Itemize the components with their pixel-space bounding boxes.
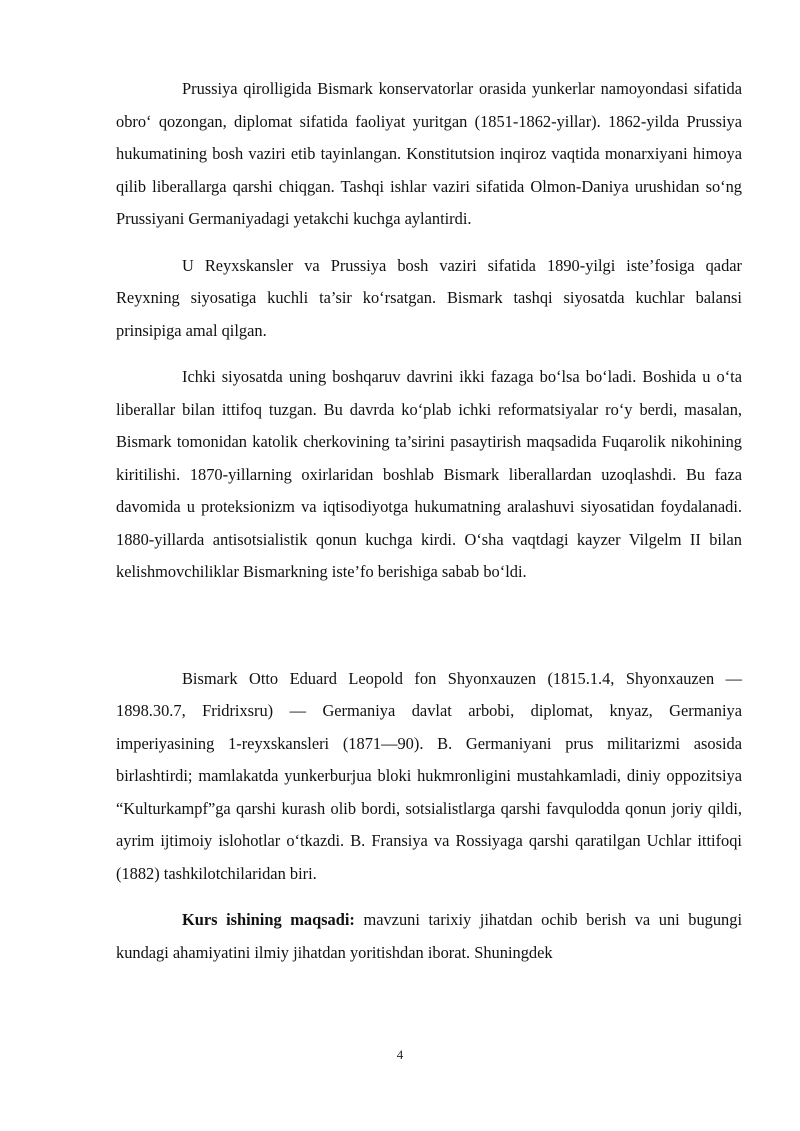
paragraph-prussia-career: Prussiya qirolligida Bismark konservatorlar orasida yunkerlar namoyondasi sifatida obro‘ qozongan, diplomat sifatida faoliyat yuritgan (1851-1862-yillar). 1862-yilda Prussiya hukumatining bosh vaziri etib tayinlangan. Konstitutsion inqiroz vaqtida monarxiyani himoya qilib liberallarga qarshi chiqgan. Tashqi ishlar vaziri sifatida Olmon-Daniya urushidan so‘ng Prussiyani Germaniyadagi yetakchi kuchga aylantirdi. <box>116 79 742 228</box>
section-spacer <box>116 589 742 663</box>
paragraph-biography: Bismark Otto Eduard Leopold fon Shyonxauzen (1815.1.4, Shyonxauzen —1898.30.7, Fridrixsru) — Germaniya davlat arbobi, diplomat, knyaz, Germaniya imperiyasining 1-reyxskansleri (1871—90). B. Germaniyani prus militarizmi asosida birlashtirdi; mamlakatda yunkerburjua bloki hukmronligini mustahkamladi, diniy oppozitsiya “Kulturkampf”ga qarshi kurash olib bordi, sotsialistlarga qarshi favqulodda qonun joriy qildi, ayrim ijtimoiy islohotlar o‘tkazdi. B. Fransiya va Rossiyaga qarshi qaratilgan Uchlar ittifoqi (1882) tashkilotchilaridan biri. <box>116 668 742 883</box>
paragraph-reichskanzler: U Reyxskansler va Prussiya bosh vaziri sifatida 1890-yilgi iste’fosiga qadar Reyxning siyosatiga kuchli ta’sir ko‘rsatgan. Bismark tashqi siyosatda kuchlar balansi prinsipiga amal qilgan. <box>116 255 742 340</box>
paragraph-spacer <box>116 236 742 250</box>
paragraph-spacer <box>116 347 742 361</box>
body-text <box>116 73 742 969</box>
paragraph-domestic-policy: Ichki siyosatda uning boshqaruv davrini ikki fazaga bo‘lsa bo‘ladi. Boshida u o‘ta liberallar bilan ittifoq tuzgan. Bu davrda ko‘plab ichki reformatsiyalar ro‘y berdi, masalan, Bismark tomonidan katolik cherkovining ta’sirini pasaytirish maqsadida Fuqarolik nikohining kiritilishi. 1870-yillarning oxirlaridan boshlab Bismark liberallardan uzoqlashdi. Bu faza davomida u proteksionizm va iqtisodiyotga hukumatning aralashuvi siyosatidan foydalanadi. 1880-yillarda antisotsialistik qonun kuchga kirdi. O‘sha vaqtdagi kayzer Vilgelm II bilan kelishmovchiliklar Bismarkning iste’fo berishiga sabab bo‘ldi. <box>116 367 742 581</box>
paragraph-spacer <box>116 890 742 904</box>
page-number: 4 <box>396 1047 404 1062</box>
course-goal-text: mavzuni tarixiy jihatdan ochib berish va uni bugungi kundagi ahamiyatini ilmiy jihatdan yoritishdan iborat. Shuningdek <box>116 910 742 962</box>
course-goal-label: Kurs ishining maqsadi: <box>182 910 355 929</box>
paragraph-course-goal <box>116 904 742 969</box>
